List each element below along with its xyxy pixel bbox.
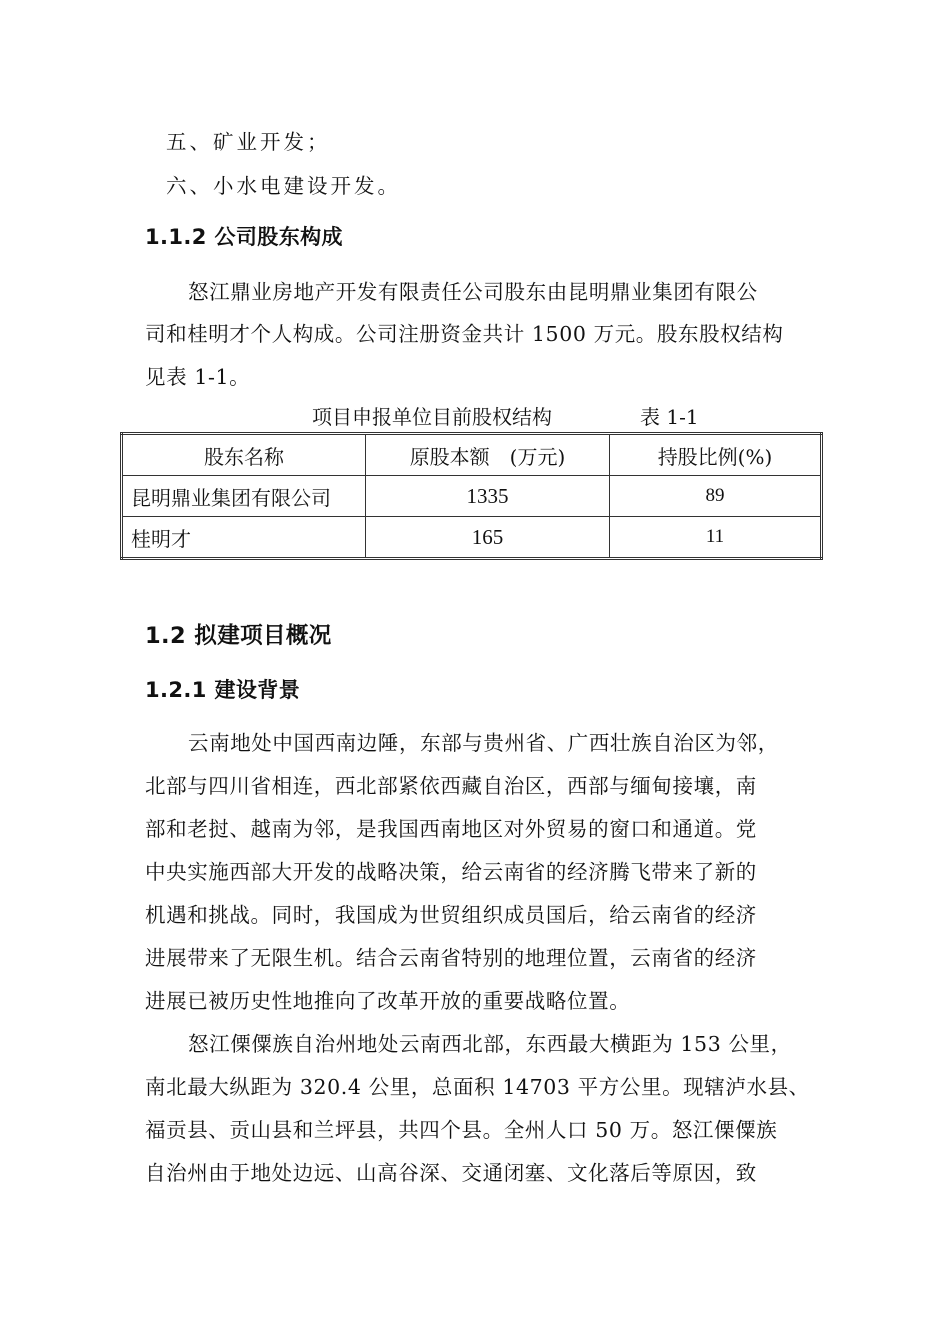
column-header: 原股本额 (万元) [366, 434, 610, 476]
shareholder-table [120, 432, 823, 560]
section-heading-1-2-1: 1.2.1 建设背景 [145, 678, 301, 702]
paragraph-line: 怒江傈僳族自治州地处云南西北部，东西最大横距为 153 公里， [188, 1032, 792, 1056]
paragraph-line: 机遇和挑战。同时，我国成为世贸组织成员国后，给云南省的经济 [145, 903, 757, 927]
share-capital: 165 [366, 517, 610, 559]
list-item-hydropower: 六、小水电建设开发。 [166, 174, 401, 198]
column-header: 持股比例(%) [610, 434, 822, 476]
paragraph-line: 进展带来了无限生机。结合云南省特别的地理位置，云南省的经济 [145, 946, 757, 970]
shareholder-name: 昆明鼎业集团有限公司 [122, 476, 366, 517]
share-ratio: 11 [610, 517, 822, 559]
table-number: 表 1-1 [640, 405, 699, 429]
shareholder-name: 桂明才 [122, 517, 366, 559]
table-row [122, 476, 822, 517]
share-capital: 1335 [366, 476, 610, 517]
paragraph-line: 自治州由于地处边远、山高谷深、交通闭塞、文化落后等原因，致 [145, 1161, 757, 1185]
paragraph-line: 见表 1-1。 [145, 365, 251, 389]
paragraph-line: 司和桂明才个人构成。公司注册资金共计 1500 万元。股东股权结构 [145, 322, 784, 346]
paragraph-line: 福贡县、贡山县和兰坪县，共四个县。全州人口 50 万。怒江傈僳族 [145, 1118, 778, 1142]
paragraph-line: 中央实施西部大开发的战略决策，给云南省的经济腾飞带来了新的 [145, 860, 757, 884]
column-header: 股东名称 [122, 434, 366, 476]
share-ratio: 89 [610, 476, 822, 517]
paragraph-line: 部和老挝、越南为邻，是我国西南地区对外贸易的窗口和通道。党 [145, 817, 757, 841]
table-header-row [122, 434, 822, 476]
paragraph-line: 进展已被历史性地推向了改革开放的重要战略位置。 [145, 989, 631, 1013]
paragraph-line: 云南地处中国西南边陲，东部与贵州省、广西壮族自治区为邻， [188, 731, 779, 755]
table-row [122, 517, 822, 559]
paragraph-line: 南北最大纵距为 320.4 公里，总面积 14703 平方公里。现辖泸水县、 [145, 1075, 810, 1099]
section-heading-1-2: 1.2 拟建项目概况 [145, 623, 332, 649]
section-heading-1-1-2: 1.1.2 公司股东构成 [145, 225, 343, 249]
paragraph-line: 北部与四川省相连，西北部紧依西藏自治区，西部与缅甸接壤，南 [145, 774, 757, 798]
table-caption: 项目申报单位目前股权结构 [312, 405, 552, 429]
list-item-mining: 五、矿业开发； [166, 130, 331, 154]
paragraph-line: 怒江鼎业房地产开发有限责任公司股东由昆明鼎业集团有限公 [188, 280, 758, 304]
